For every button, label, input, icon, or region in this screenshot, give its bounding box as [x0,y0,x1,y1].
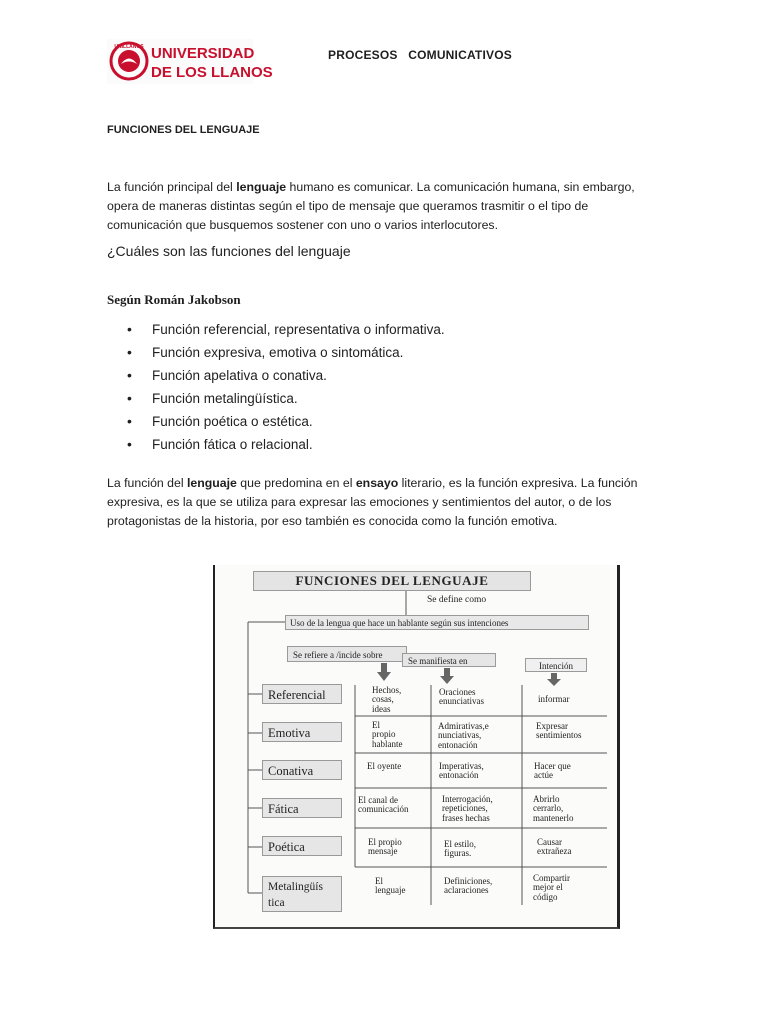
diagram-func-fatica: Fática [262,798,342,818]
list-item: • Función metalingüística. [127,387,445,410]
diagram-uso-box: Uso de la lengua que hace un hablante según sus intenciones [285,615,589,630]
functions-bullet-list [127,318,445,456]
diagram-cell-refiere: El canal de comunicación [358,795,409,815]
functions-diagram [213,565,620,929]
ensayo-text-2: que predomina en el [236,476,356,490]
diagram-refiere-box: Se refiere a /incide sobre [287,646,407,662]
list-item: • Función apelativa o conativa. [127,364,445,387]
document-header-title: PROCESOS COMUNICATIVOS [328,48,512,62]
diagram-cell-refiere: El propio mensaje [368,837,402,857]
ensayo-bold-lenguaje: lenguaje [187,476,237,490]
diagram-cell-manifiesta: Admirativas,e nunciativas, entonación [438,721,489,750]
logo-line-1: UNIVERSIDAD [151,45,255,62]
intro-text-2: humano es comunicar. La comunicación humana, sin embargo, opera de maneras distintas según el tipo de mensaje que queramos trasmitir o el tipo de comunicación que busquemos sostener con uno o varios interlocutores. [107,180,635,232]
university-seal-icon [107,39,273,84]
ensayo-text-1: La función del [107,476,187,490]
university-logo [107,39,273,84]
intro-text-1: La función principal del [107,180,237,194]
list-item: • Función expresiva, emotiva o sintomática. [127,341,445,364]
diagram-cell-intencion: Compartir mejor el código [533,873,570,902]
diagram-cell-manifiesta: El estilo, figuras. [444,839,476,859]
intro-paragraph [107,178,657,235]
diagram-manifiesta-box: Se manifiesta en [402,653,496,667]
ensayo-bold-ensayo: ensayo [355,476,399,490]
diagram-func-metalinguistica: Metalingüís tica [262,876,342,912]
diagram-cell-refiere: El oyente [367,761,402,771]
diagram-cell-intencion: Abrirlo cerrarlo, mantenerlo [533,794,574,823]
diagram-cell-intencion: Expresar sentimientos [536,721,582,741]
diagram-func-poetica: Poética [262,836,342,856]
diagram-cell-manifiesta: Oraciones enunciativas [439,687,484,707]
list-item: • Función poética o estética. [127,410,445,433]
diagram-cell-refiere: El propio hablante [372,720,403,749]
ensayo-paragraph [107,474,663,531]
diagram-se-define: Se define como [427,595,487,605]
diagram-cell-intencion: Hacer que actúe [534,761,571,781]
diagram-cell-refiere: Hechos, cosas, ideas [372,685,402,714]
diagram-cell-manifiesta: Interrogación, repeticiones, frases hechas [442,794,493,823]
ensayo-text-3: literario, es la función expresiva. La función expresiva, es la que se utiliza para expresar las emociones y sentimientos del autor, o de los protagonistas de la historia, por eso también es conocida como la función emotiva. [107,476,638,528]
question-heading: ¿Cuáles son las funciones del lenguaje [107,243,351,259]
diagram-intencion-box: Intención [525,658,587,672]
logo-line-2: DE LOS LLANOS [151,64,273,81]
diagram-cell-manifiesta: Definiciones, aclaraciones [444,876,493,896]
section-title: FUNCIONES DEL LENGUAJE [107,124,260,136]
list-item: • Función referencial, representativa o informativa. [127,318,445,341]
logo-seal-text: UNILLANOS [114,44,144,50]
list-item: • Función fática o relacional. [127,433,445,456]
diagram-title: FUNCIONES DEL LENGUAJE [253,571,531,591]
intro-bold-lenguaje: lenguaje [236,180,287,194]
diagram-func-referencial: Referencial [262,684,342,704]
jakobson-heading: Según Román Jakobson [107,292,241,307]
diagram-func-conativa: Conativa [262,760,342,780]
diagram-cell-manifiesta: Imperativas, entonación [439,761,484,781]
diagram-func-emotiva: Emotiva [262,722,342,742]
diagram-cell-intencion: informar [538,694,570,704]
diagram-cell-intencion: Causar extrañeza [537,837,572,857]
diagram-cell-refiere: El lenguaje [375,876,406,896]
